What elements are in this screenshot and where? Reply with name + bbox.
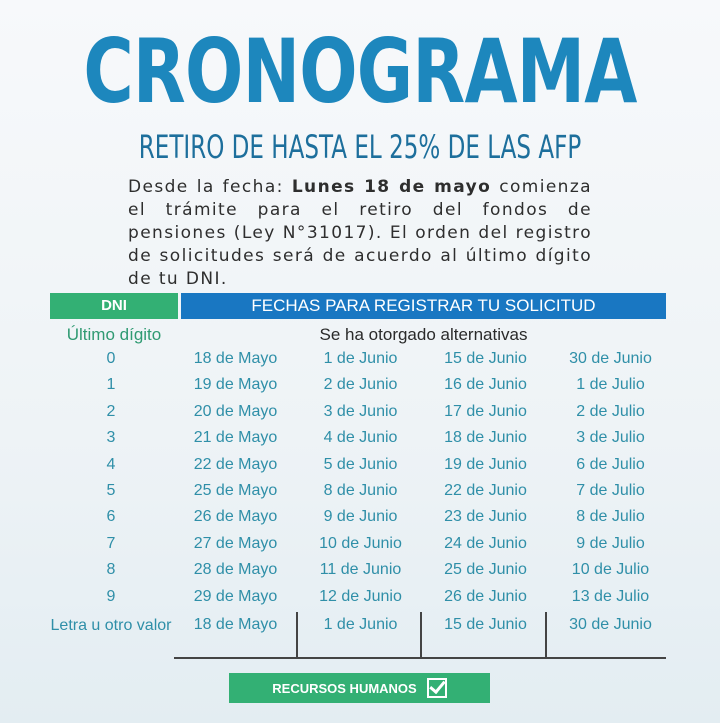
table-cell: 3 de Junio <box>323 402 398 420</box>
table-cell: 8 de Junio <box>323 482 398 499</box>
table-cell: 27 de Mayo <box>193 534 278 552</box>
page-subtitle: RETIRO DE HASTA EL 25% DE LAS AFP <box>138 128 582 166</box>
table-cell: 12 de Junio <box>319 587 402 605</box>
last-row-digit: Letra u otro valor <box>50 617 172 634</box>
table-row <box>50 504 666 530</box>
divider <box>545 612 547 658</box>
row-digit: 2 <box>106 402 116 420</box>
table-subheader-ultimo-digito: Último dígito <box>66 325 162 344</box>
table-cell: 15 de Junio <box>444 350 527 367</box>
table-row <box>50 452 666 478</box>
table-cell: 22 de Junio <box>444 482 527 499</box>
table-cell: 9 de Julio <box>576 534 645 552</box>
table-cell: 19 de Mayo <box>193 376 278 394</box>
table-cell: 23 de Junio <box>444 508 527 526</box>
table-cell: 30 de Junio <box>569 616 652 633</box>
table-cell: 2 de Julio <box>576 402 645 420</box>
row-digit: 5 <box>106 482 116 499</box>
table-cell: 25 de Junio <box>444 561 527 579</box>
table-row <box>50 531 666 557</box>
recursos-humanos-badge <box>229 673 490 703</box>
table-cell: 3 de Julio <box>576 429 645 447</box>
checkbox-checked-icon <box>427 678 447 698</box>
table-cell: 26 de Junio <box>444 587 527 605</box>
table-header-dni: DNI <box>50 293 178 319</box>
table-cell: 10 de Junio <box>319 534 402 552</box>
intro-date: Lunes 18 de mayo <box>291 177 492 197</box>
table-cell: 1 de Junio <box>323 350 398 367</box>
table-cell: 8 de Julio <box>576 508 645 526</box>
table-cell: 10 de Julio <box>571 561 650 579</box>
table-cell: 19 de Junio <box>444 455 527 473</box>
table-cell: 15 de Junio <box>444 616 527 633</box>
table-cell: 29 de Mayo <box>193 587 278 605</box>
table-cell: 6 de Julio <box>576 455 645 473</box>
table-row <box>50 557 666 583</box>
table-cell: 30 de Junio <box>569 350 652 367</box>
row-digit: 0 <box>106 350 116 367</box>
table-header-fechas: FECHAS PARA REGISTRAR TU SOLICITUD <box>181 293 666 319</box>
table-subheader-alternativas: Se ha otorgado alternativas <box>319 325 528 344</box>
table-cell: 28 de Mayo <box>193 561 278 579</box>
table-row <box>50 478 666 504</box>
table-cell: 4 de Junio <box>323 429 398 447</box>
table-row <box>50 425 666 451</box>
table-row-other <box>50 612 666 638</box>
table-cell: 26 de Mayo <box>193 508 278 526</box>
footer-label: RECURSOS HUMANOS <box>272 680 417 696</box>
divider <box>420 612 422 658</box>
table-cell: 18 de Junio <box>444 429 527 447</box>
divider <box>174 657 666 659</box>
table-cell: 18 de Mayo <box>193 350 278 367</box>
table-cell: 1 de Junio <box>323 616 398 633</box>
divider <box>296 612 298 658</box>
table-cell: 9 de Junio <box>323 508 398 526</box>
table-cell: 17 de Junio <box>444 402 527 420</box>
table-row <box>50 399 666 425</box>
table-cell: 21 de Mayo <box>193 429 278 447</box>
table-cell: 18 de Mayo <box>193 616 278 633</box>
intro-prefix: Desde la fecha: <box>128 177 292 197</box>
table-cell: 7 de Julio <box>576 482 645 499</box>
table-cell: 5 de Junio <box>323 455 398 473</box>
table-cell: 22 de Mayo <box>193 455 278 473</box>
row-digit: 9 <box>106 587 116 605</box>
table-row <box>50 372 666 398</box>
table-cell: 24 de Junio <box>444 534 527 552</box>
row-digit: 7 <box>106 534 116 552</box>
table-row <box>50 584 666 610</box>
row-digit: 3 <box>106 429 116 447</box>
row-digit: 6 <box>106 508 116 526</box>
table-cell: 2 de Junio <box>323 376 398 394</box>
table-cell: 13 de Julio <box>571 587 650 605</box>
page-title: CRONOGRAMA <box>83 20 637 123</box>
row-digit: 4 <box>106 455 116 473</box>
row-digit: 1 <box>106 376 116 394</box>
table-cell: 16 de Junio <box>444 376 527 394</box>
table-cell: 1 de Julio <box>576 376 645 394</box>
table-cell: 25 de Mayo <box>193 482 278 499</box>
row-digit: 8 <box>106 561 116 579</box>
intro-rest: comienza el trámite para el retiro del fondos de pensiones (Ley N°31017). El orden del registro de solicitudes será de acuerdo al último dígito de tu DNI. <box>128 177 592 289</box>
table-row <box>50 346 666 372</box>
table-cell: 11 de Junio <box>319 561 402 579</box>
intro-paragraph <box>128 176 592 291</box>
table-cell: 20 de Mayo <box>193 402 278 420</box>
